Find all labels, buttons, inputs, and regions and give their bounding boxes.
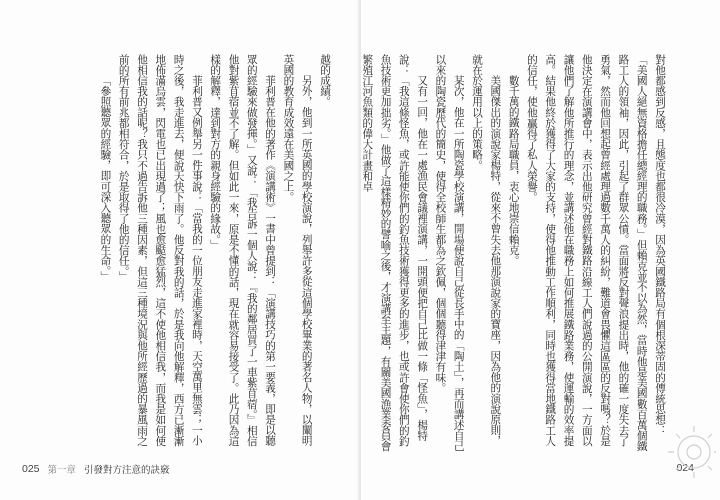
left-page-number: 025 xyxy=(22,463,40,475)
left-page xyxy=(0,0,359,500)
left-paragraph-4: 菲利普又例舉另一件事說：「當我的一位朋友走進家裡時，天空萬里無雲；一小時之後，我走進去，便說天快下雨了。他反對我的話，於是我向他解釋，西方已漸漸地佈滿烏雲，閃電也已出現過了；風也愈颳愈猛烈，這不使他相信我，而我是如何使他相信我的話呢？我只不過告訴他三種因素，但這三種境況與他所經歷過的暴風雨之前的所有前兆都相符合，於是取得了他的信任。」 xyxy=(117,54,203,447)
right-page-number: 024 xyxy=(676,462,694,474)
right-paragraph-4: 某次，他在一所陶瓷學校演講，開場便說自己從長手中的「陶土」，再而講述自己以來的陶瓷歷代的簡史，使得全校師生都為之欽佩，個個聽得津津有味。 xyxy=(434,54,465,452)
left-page-body xyxy=(44,54,334,452)
left-paragraph-5: 「參照聽眾的經驗，即可深入聽眾的生命。」 xyxy=(99,75,112,282)
right-paragraph-2: 數千萬的鐵路局職員，衷心地崇信賴克。 xyxy=(507,75,520,266)
chapter-title: 引發對方注意的訣竅 xyxy=(84,465,170,476)
right-page xyxy=(361,0,720,500)
right-page-body xyxy=(361,54,669,452)
chapter-label: 第一章 xyxy=(47,465,77,476)
right-paragraph-5: 又有一回，他在一處漁民會議裡演講，一開頭便把自己比做一條「怪魚」，楊特說：「我這條怪魚，或許能使你們的釣魚技術獲得更多的進步，也或許會使你們的釣魚技術更加拙劣。」他做了這樣精妙的譬喻之後，才演講至主題，有關美國漁業委員會繁殖江河魚類的偉大計畫和卓 xyxy=(361,54,429,452)
left-paragraph-2: 另外，他到一所英國的學校演說，列舉許多從這個學校畢業的著名人物，以闡明英國的教育成效遠在美國之上。 xyxy=(282,54,313,447)
left-footer xyxy=(22,462,170,476)
right-paragraph-3: 美國傑出的演說家楊特，從來不曾失去他那演說家的寶座，因為他的演說原則，就在於運用以上的策略。 xyxy=(471,54,502,447)
left-paragraph-1: 越的成績。 xyxy=(319,54,331,107)
left-paragraph-3: 菲利普在他的著作《演講術》一書中曾提到：「演講技巧的第一要義，即是以聽眾的經驗來做發揮。」又說：「我告訴一個人說：『我的鄰居買了一車紫苜蓿。』相信他對紫苜蓿並不了解。但如此一來，原是不懂的話，現在就容易接受了。此乃因為這樣的解釋，達到對方的親身經驗的緣故。」 xyxy=(209,54,277,447)
gear-icon xyxy=(658,418,716,480)
right-paragraph-1: 對他都感到反感，且態度也都很冷漠，因為英國鐵路局有個根深蒂固的傳統思想：「美國人絕無資格擔任總經理的職務。」但賴克並不以為然，當時他是美國數百萬個鐵路工人的領袖，因此，引起了群眾公憤。當面將反對聲浪提出時，他的確一度失去了勇氣，然而他回想起曾經處理過數千萬人的糾紛，難道會畏懼這區區的反對嗎？於是他決定在演講會中，表示出他研究曾經對鐵路沿線工人們說過的公開演說，一方面以讓他們了解他所推行的理念，並講述他在職務上如何推展鐵路業務，使運輸的效率提高。結果他終於獲得了大家的支持，使得他推動工作順利，同時也獲得當地鐵路工人的信任，使他贏得了私人榮譽。 xyxy=(525,54,666,452)
